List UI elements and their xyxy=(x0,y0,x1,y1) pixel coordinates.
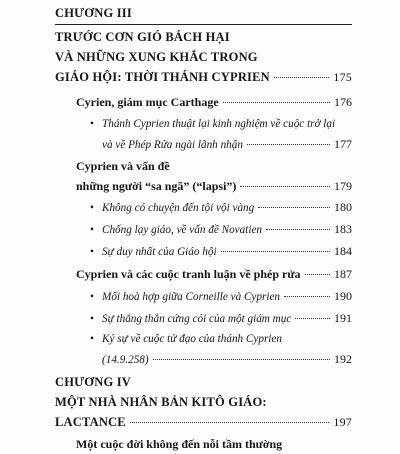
bullet-icon: • xyxy=(90,224,94,236)
chapter3-title-line-3: GIÁO HỘI: THỜI THÁNH CYPRIEN 175 xyxy=(55,67,352,87)
bullet-icon: • xyxy=(90,118,94,130)
leader-dots xyxy=(153,359,330,360)
toc-entry-novatien[interactable]: • Chống lạy giáo, về vấn đề Novatien 183 xyxy=(90,219,352,239)
bullet-icon: • xyxy=(90,202,94,214)
chapter4-title-line-2: LACTANCE 197 xyxy=(55,412,352,432)
toc-entry-conversion-line-2[interactable]: và về Phép Rửa ngài lãnh nhận 177 xyxy=(102,134,352,154)
leader-dots xyxy=(130,422,330,423)
toc-entry-martyrdom-line-2[interactable]: (14.9.258) 192 xyxy=(102,349,352,369)
chapter3-separator xyxy=(55,24,352,25)
toc-entry-martyrdom-line-1[interactable]: • Ký sự về cuộc tử đạo của thánh Cyprien xyxy=(90,329,352,349)
toc-entry-lapsi-line-1[interactable]: Cyprien và vấn đề xyxy=(76,159,170,173)
page-number: 183 xyxy=(334,222,352,236)
toc-entry-conversion-line-1[interactable]: • Thánh Cyprien thuật lại kinh nghiệm về cuộc trở lại xyxy=(90,114,352,134)
leader-dots xyxy=(240,186,330,187)
leader-dots xyxy=(274,77,330,78)
toc-entry-ordinary-life[interactable]: Một cuộc đời không đến nỗi tầm thường xyxy=(76,437,283,451)
toc-entry-bishop-frankness[interactable]: • Sự thẳng thắn cứng cỏi của một giám mục 191 xyxy=(90,308,352,328)
toc-entry-baptism-debates[interactable]: Cyprien và các cuộc tranh luận về phép rửa 187 xyxy=(76,264,352,284)
leader-dots xyxy=(258,207,330,208)
leader-dots xyxy=(266,229,330,230)
page-number: 184 xyxy=(334,244,352,258)
leader-dots xyxy=(221,251,330,252)
toc-entry-church-unity[interactable]: • Sự duy nhất của Giáo hội 184 xyxy=(90,241,352,261)
bullet-icon: • xyxy=(90,246,94,258)
chapter3-heading: CHƯƠNG III xyxy=(55,6,132,20)
page-number: 179 xyxy=(334,179,352,193)
chapter3-title-line-1: TRƯỚC CƠN GIÓ BÁCH HẠI xyxy=(55,30,230,44)
chapter4-title-line-1: MỘT NHÀ NHÂN BẢN KITÔ GIÁO: xyxy=(55,395,267,409)
chapter4-heading: CHƯƠNG IV xyxy=(55,375,131,389)
leader-dots xyxy=(295,318,330,319)
page-number: 197 xyxy=(333,415,352,429)
page-number: 176 xyxy=(334,95,352,109)
leader-dots xyxy=(223,102,330,103)
page-number: 192 xyxy=(334,352,352,366)
chapter3-title-line-2: VÀ NHỮNG XUNG KHẮC TRONG xyxy=(55,50,258,64)
page-number: 191 xyxy=(334,311,352,325)
toc-entry-lapsi-line-2[interactable]: những người “sa ngã” (“lapsi”) 179 xyxy=(76,176,352,196)
leader-dots xyxy=(247,144,330,145)
toc-entry-no-hasty-sin[interactable]: • Không có chuyện đến tội vội vàng 180 xyxy=(90,197,352,217)
page-number: 180 xyxy=(334,200,352,214)
bullet-icon: • xyxy=(90,333,94,345)
page-number: 190 xyxy=(334,289,352,303)
bullet-icon: • xyxy=(90,291,94,303)
page-number: 187 xyxy=(334,267,352,281)
page-number: 177 xyxy=(334,137,352,151)
bullet-icon: • xyxy=(90,313,94,325)
toc-entry-corneille-cyprien[interactable]: • Mối hoà hợp giữa Corneille và Cyprien 190 xyxy=(90,286,352,306)
page-number: 175 xyxy=(333,70,352,84)
leader-dots xyxy=(305,274,330,275)
leader-dots xyxy=(284,296,330,297)
toc-entry-cyrien-bishop[interactable]: Cyrien, giám mục Carthage 176 xyxy=(76,92,352,112)
